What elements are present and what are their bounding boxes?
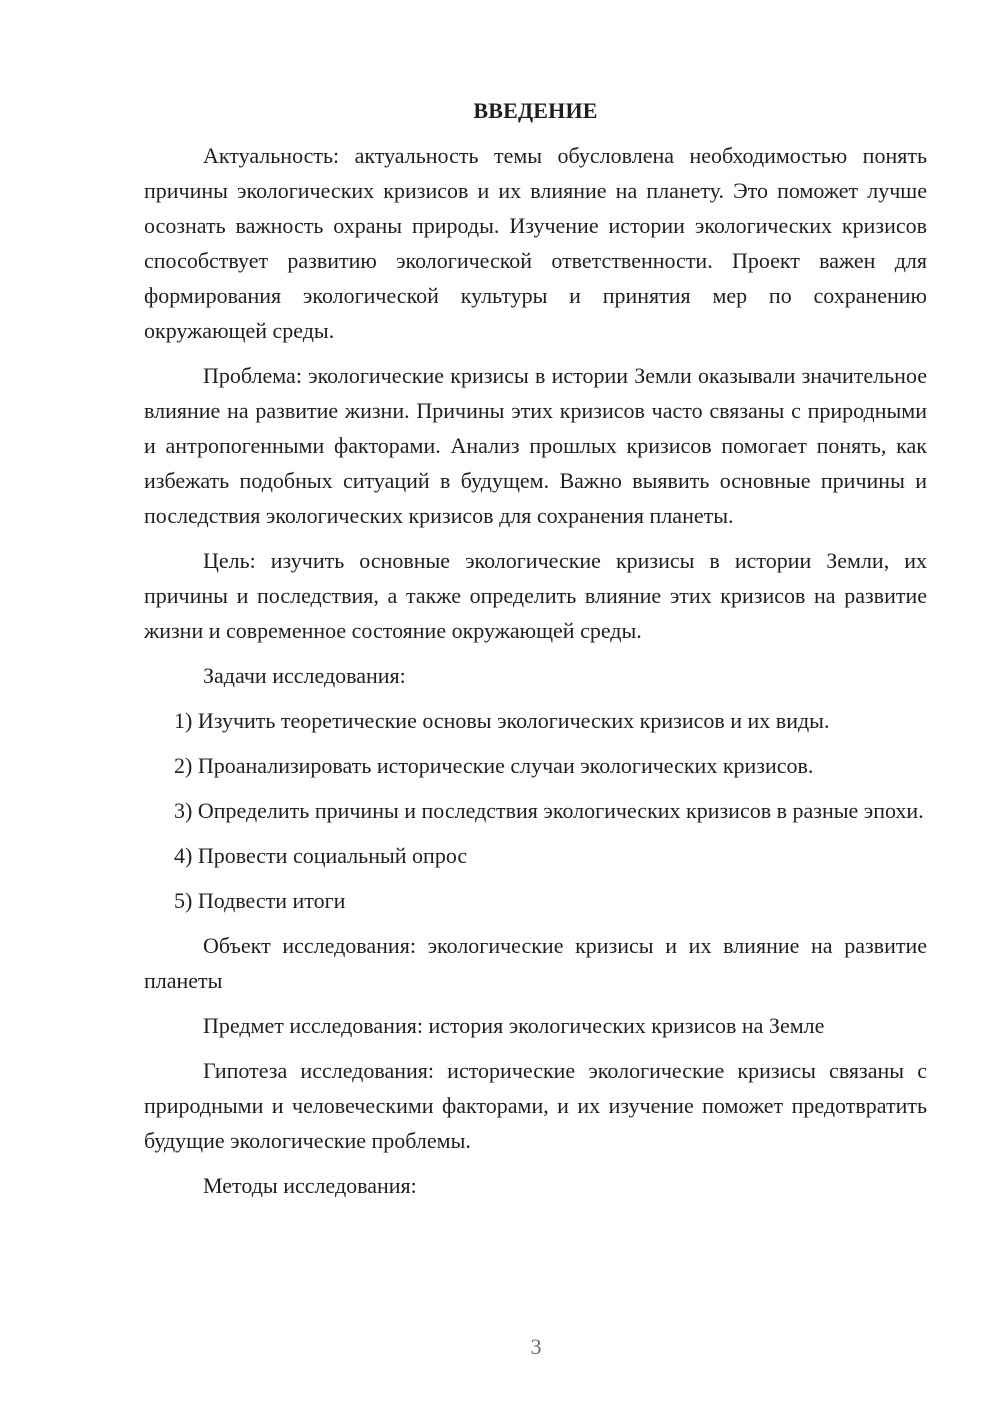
section-heading: ВВЕДЕНИЕ: [473, 98, 598, 123]
page-content: [144, 96, 927, 1213]
task-item-4: 4) Провести социальный опрос: [174, 843, 468, 868]
page-number: 3: [530, 1334, 542, 1359]
methods-heading: Методы исследования:: [203, 1173, 417, 1198]
goal-paragraph: Цель: изучить основные экологические кризисы в истории Земли, их причины и последствия, а также определить влияние этих кризисов на развитие жизни и современное состояние окружающей среды.: [144, 548, 927, 643]
task-item-3: 3) Определить причины и последствия экологических кризисов в разные эпохи.: [174, 798, 924, 823]
subject-paragraph: Предмет исследования: история экологических кризисов на Земле: [203, 1013, 825, 1038]
task-item-1: 1) Изучить теоретические основы экологических кризисов и их виды.: [174, 708, 830, 733]
hypothesis-paragraph: Гипотеза исследования: исторические экологические кризисы связаны с природными и человеческими факторами, и их изучение поможет предотвратить будущие экологические проблемы.: [144, 1058, 927, 1153]
task-item-5: 5) Подвести итоги: [174, 888, 346, 913]
tasks-heading: Задачи исследования:: [203, 663, 406, 688]
task-item-2: 2) Проанализировать исторические случаи экологических кризисов.: [174, 753, 814, 778]
problem-paragraph: Проблема: экологические кризисы в истории Земли оказывали значительное влияние на развитие жизни. Причины этих кризисов часто связаны с природными и антропогенными факторами. Анализ прошлых кризисов помогает понять, как избежать подобных ситуаций в будущем. Важно выявить основные причины и последствия экологических кризисов для сохранения планеты.: [144, 363, 927, 528]
object-paragraph: Объект исследования: экологические кризисы и их влияние на развитие планеты: [144, 933, 927, 993]
relevance-paragraph: Актуальность: актуальность темы обусловлена необходимостью понять причины экологических кризисов и их влияние на планету. Это поможет лучше осознать важность охраны природы. Изучение истории экологических кризисов способствует развитию экологической ответственности. Проект важен для формирования экологической культуры и принятия мер по сохранению окружающей среды.: [144, 143, 927, 343]
